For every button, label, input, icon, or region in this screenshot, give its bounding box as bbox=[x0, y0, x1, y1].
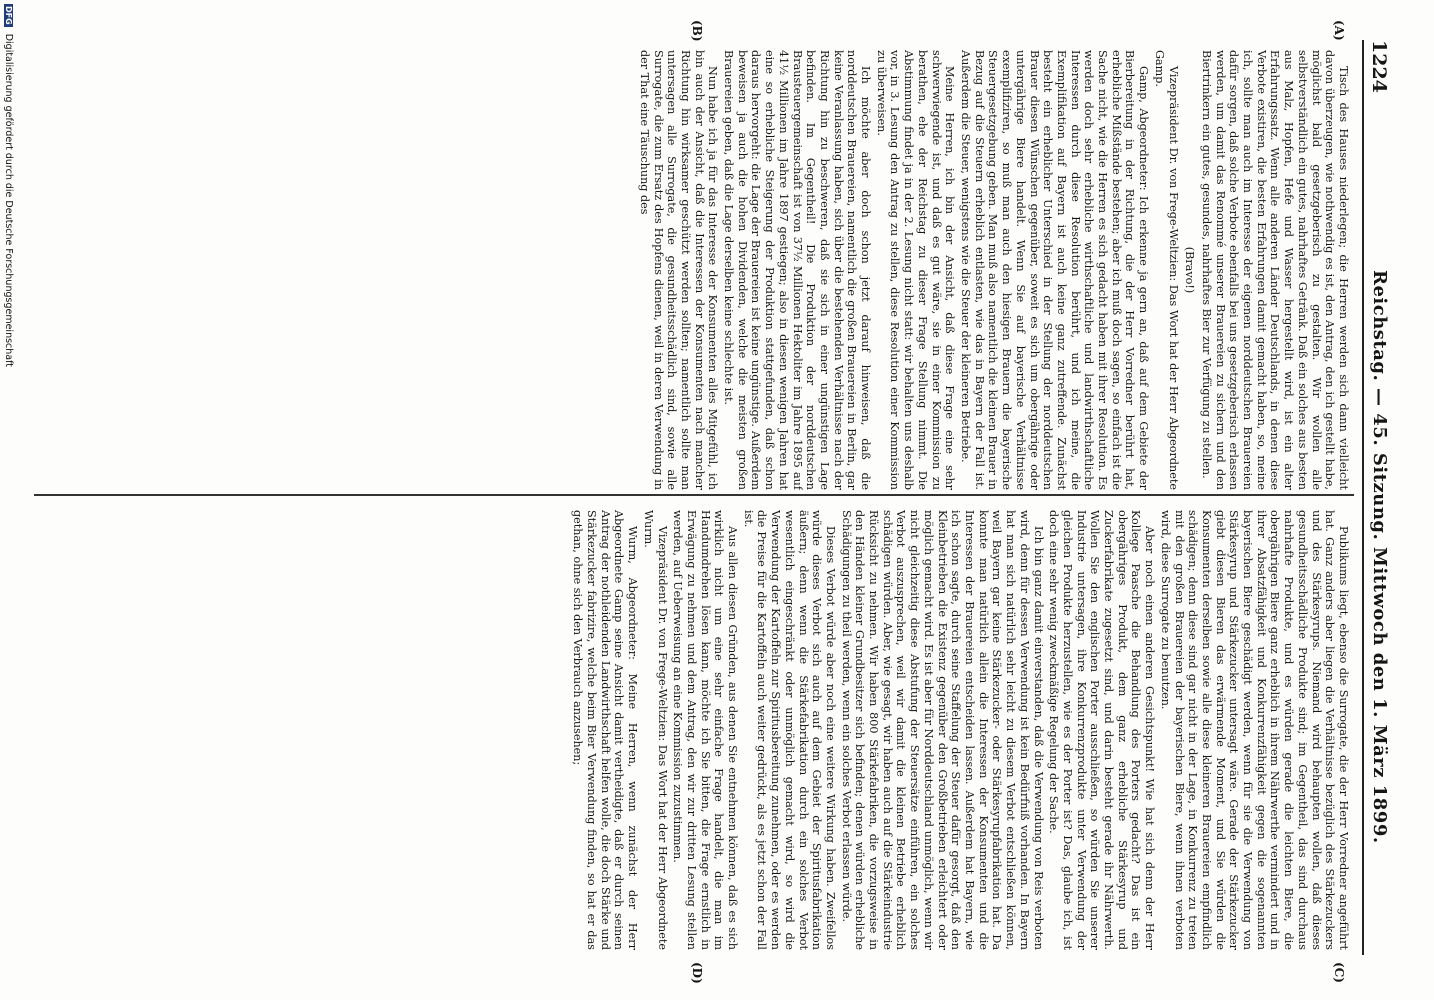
paragraph: Ich bin ganz damit einverstanden, daß die Verwendung von Reis verboten wird, denn für dessen Verwendung ist kein Bedürfniß vorhanden. In Bayern hat man sich natürlich sehr leicht zu diesem Verbot entschließen können, weil Bayern gar keine Stärkezucker- oder Stärkesyrupfabrikation hat. Da konnte man natürlich allein die Interessen der Konsumenten und die Interessen der Brauereien entscheiden lassen. Außerdem hat Bayern, wie ich schon sagte, durch seine Staffelung der Steuer dafür gesorgt, daß den Kleinbetrieben die Existenz gegenüber den Großbetrieben erleichtert oder möglich gemacht wird. Es ist aber für Norddeutschland unmöglich, wenn wir nicht gleichzeitig diese Abstufung der Steuersätze einführen, ein solches Verbot auszusprechen, weil wir damit die kleinen Betriebe erheblich schädigen würden. Aber, wie gesagt, wir haben auch auf die Stärkeindustrie Rücksicht zu nehmen. Wir haben 800 Stärkefabriken, die vorzugsweise in den Händen kleiner Grundbesitzer sich befinden; denen würden erhebliche Schädigungen zu theil werden, wenn ein solches Verbot erlassen würde. bbox=[839, 510, 1045, 950]
margin-mark-d: (D) bbox=[690, 962, 704, 984]
dfg-logo: DFG bbox=[4, 6, 13, 25]
paragraph: Aus allen diesen Gründen, aus denen Sie entnehmen können, daß es sich wirklich nicht um eine sehr einfache Frage handelt, die man im Handumdrehen lösen kann, möchte ich Sie bitten, die Frage ernstlich in Erwägung zu nehmen und dem Antrag, den wir zur dritten Lesung stellen werden, auf Ueberweisung an eine Kommission zuzustimmen. bbox=[671, 510, 740, 950]
paragraph: Wurm, Abgeordneter: Meine Herren, wenn zunächst der Herr Abgeordnete Gamp seine Ansicht damit vertheidigte, daß er durch seinen Antrag der nothleidenden Landwirthschaft helfen wolle, die doch Stärke und Stärkezucker fabrizire, welche beim Bier Verwendung finden, so hat er das gethan, ohne sich den Verbrauch anzusehen; bbox=[571, 510, 640, 950]
paragraph: Tisch des Hauses niederlegen; die Herren werden sich dann vielleicht davon überzeugen, wie nothwendig es ist, den Antrag, den ich gestellt habe, möglichst bald gesetzgeberisch zu gestalten. Wir wollen alle selbstverständlich ein gutes, nahrhaftes Getränk. Daß ein solches aus besten aus Malz, Hopfen, Hefe und Wasser hergestellt wird, ist ein alter Erfahrungssatz. Wenn alle anderen Länder Deutschlands, in denen diese Verbote existiren, die besten Erfahrungen damit gemacht haben, so, meine ich, sollte man auch im Interesse der eigenen norddeutschen Brauereien dafür sorgen, daß solche Verbote ebenfalls bei uns gesetzgeberisch erlassen werden, um damit das Renommé unserer Brauereien zu sichern und den Biertrinkern ein gutes, gesundes, nahrhaftes Bier zur Verfügung zu stellen. bbox=[1199, 50, 1350, 490]
paragraph: Gamp, Abgeordneter: Ich erkenne ja gern an, daß auf dem Gebiete der Bierbereitung in der Richtung, die der Herr Vorredner berührt hat, erhebliche Mißstände bestehen; aber ich muß doch sagen, so einfach ist die Sache nicht, wie die Herren es sich gedacht haben mit ihrer Resolution. Es werden doch sehr erhebliche wirthschaftliche und landwirthschaftliche Interessen durch diese Resolution berührt, und ich meine, die Exemplifikation auf Bayern ist auch keine ganz zutreffende. Zunächst besteht ein erheblicher Unterschied in der Stellung der norddeutschen Brauer diesen Wünschen gegenüber, soweit es sich um obergährige oder untergährige Biere handelt. Wenn Sie auf bayerische Verhältnisse exemplifiziren, so muß man auch den hiesigen Brauern die bayerische Steuergesetzgebung geben. Man muß also namentlich die kleinen Brauer in Bezug auf die Steuern erheblich entlasten, wie das in Bayern der Fall ist. Außerdem die Steuer, wenigstens wie die Steuer der kleineren Betriebe. bbox=[959, 50, 1151, 490]
paragraph: Nun habe ich ja für das Interesse der Konsumenten alles Mitgefühl, ich bin auch der Ansicht, daß die Interessen der Konsumenten nach mancher Richtung hin wirksamer geschützt werden sollten; namentlich sollte man untersagen alle Surrogate, die gesundheitsschädlich sind, sowie alle Surrogate, die zum Ersatz des Hopfens dienen, weil in deren Verwendung in der That eine Täuschung des bbox=[637, 50, 720, 490]
paragraph: Ich möchte aber doch schon jetzt darauf hinweisen, daß die norddeutschen Brauereien, namentlich die großen Brauereien in Berlin, gar keine Veranlassung haben, sich über die bestehenden Verhältnisse nach der Richtung hin zu beschweren, daß sie sich in einer ungünstigen Lage befinden. Im Gegentheil! Die Produktion der norddeutschen Brausteuergemeinschaft ist von 37½ Millionen Hektoliter im Jahre 1895 auf 41½ Millionen im Jahre 1897 gestiegen; also in diesen wenigen Jahren hat eine so erhebliche Steigerung der Produktion stattgefunden, daß schon daraus hervorgeht: die Lage der Brauereien ist keine ungünstige. Außerdem beweisen ja auch die hohen Dividenden, welche die meisten großen Brauereien geben, daß die Lage derselben keine schlechte ist. bbox=[722, 50, 873, 490]
paragraph: Vizepräsident Dr. von Frege-Weltzien: Das Wort hat der Herr Abgeordnete Gamp. bbox=[1152, 50, 1180, 490]
left-column bbox=[40, 50, 1350, 490]
page-title: Reichstag. — 45. Sitzung. Mittwoch den 1. März 1899. bbox=[1369, 270, 1390, 844]
paragraph: Dieses Verbot würde aber noch eine weitere Wirkung haben. Zweifellos würde dieses Verbot sich auch auf dem Gebiet der Spiritusfabrikation äußern; denn wenn die Stärkefabrikation durch ein solches Verbot wesentlich eingeschränkt oder unmöglich gemacht wird, so wird die Verwendung der Kartoffeln zur Spiritusbereitung zunehmen, oder es werden die Preise für die Kartoffeln auch weiter gedrückt, als es jetzt schon der Fall ist. bbox=[741, 510, 837, 950]
paragraph: Meine Herren, ich bin der Ansicht, daß diese Frage eine sehr schwerwiegende ist, und daß es gut wäre, sie in einer Kommission zu berathen, ehe der Reichstag zu dieser Frage Stellung nimmt. Die Abstimmung findet ja in der 2. Lesung nicht statt: wir behalten uns deshalb vor, in 3. Lesung den Antrag zu stellen, diese Resolution einer Kommission zu überweisen. bbox=[874, 50, 957, 490]
column-divider bbox=[34, 494, 1354, 496]
page-header bbox=[1362, 40, 1392, 955]
margin-mark-a: (A) bbox=[1332, 20, 1346, 41]
digitization-credit: Digitalisierung gefördert durch die Deutsche Forschungsgemeinschaft bbox=[3, 33, 14, 368]
right-column bbox=[40, 510, 1350, 950]
digitization-footer bbox=[0, 0, 14, 1000]
paragraph: Aber noch einen anderen Gesichtspunkt! Wie hat sich denn der Herr Kollege Paasche die Behandlung des Porters gedacht? Das ist ein obergähriges Produkt, dem ganz erhebliche Stärkesyrup und Zuckerfabrikate zugesetzt sind, und darin besteht gerade ihr Nährwerth. Wollen Sie den englischen Porter ausschließen, so würden Sie unserer Industrie untersagen, ihre Konkurrenzprodukte unter Verwendung der gleichen Produkte herzustellen, wie es der Porter ist? Das, glaube ich, ist doch eine sehr wenig zweckmäßige Regelung der Sache. bbox=[1047, 510, 1157, 950]
page-number: 1224 bbox=[1368, 40, 1390, 93]
interjection: (Bravo!) bbox=[1183, 246, 1197, 294]
margin-mark-b: (B) bbox=[690, 20, 704, 42]
margin-mark-c: (C) bbox=[1332, 962, 1346, 983]
paragraph: Publikums liegt, ebenso die Surrogate, die der Herr Vorredner angeführt hat. Ganz anders aber liegen die Verhältnisse bezüglich des Stärkezuckers und des Stärkesyrups. Niemand wird behaupten wollen, daß dieses gesundheitsschädliche Produkte sind; im Gegentheil, das sind durchaus nahrhafte Produkte, und es würden gerade die leichten Biere, die obergährigen Biere ganz erheblich in ihrem Nährwerthe vermindert und in ihrer Absatzfähigkeit und Konkurrenzfähigkeit gegen die sogenannten bayerischen Biere geschädigt werden, wenn für sie die Verwendung von Stärkesyrup und Stärkezucker untersagt wäre. Gerade der Stärkezucker giebt diesen Bieren das erwärmende Moment, und Sie würden die Konsumenten derselben sowie alle diese kleineren Brauereien empfindlich schädigen; denn diese sind gar nicht in der Lage, in Konkurrenz zu treten mit den großen Brauereien der bayerischen Biere, wenn ihnen verboten wird, diese Surrogate zu benutzen. bbox=[1158, 510, 1350, 950]
paragraph: Vizepräsident Dr. von Frege-Weltzien: Das Wort hat der Herr Abgeordnete Wurm. bbox=[641, 510, 669, 950]
